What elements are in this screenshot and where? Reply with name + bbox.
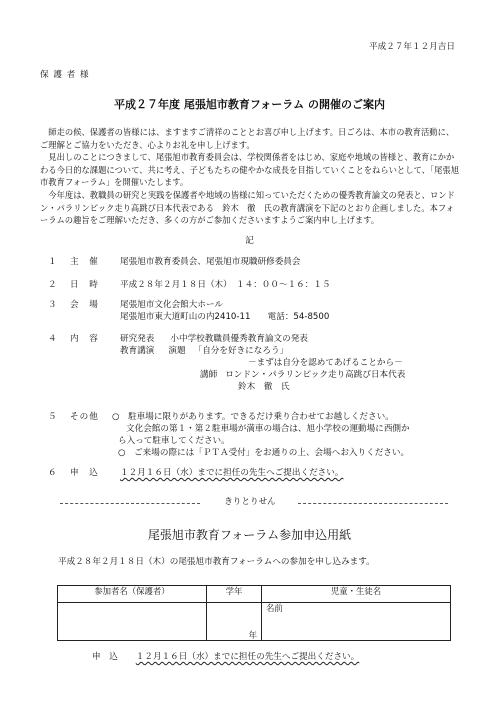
item-datetime: ２ 日 時 平成２８年２月１８日（木） １４：００～１６：１５ [48, 280, 331, 290]
issue-date: 平成２７年１２月吉日 [369, 42, 455, 52]
lecture-line: 教育講演 演題 「自分を好きになろう」 [120, 346, 289, 356]
item-content: ４ 内 容 研究発表 小中学校教職員優秀教育論文の発表 [48, 334, 308, 344]
form-intro: 平成２８年２月１８日（木）の尾張旭市教育フォーラムへの参加を申し込みます。 [58, 557, 375, 567]
venue-address: 尾張旭市東大道町山の内2410-11 電話：54-8500 [120, 312, 330, 322]
item-other: ５ その他 ○ 駐車場に限りがあります。できるだけ乗り合わせてお越しください。 [48, 412, 394, 422]
item-deadline: ６ 申 込 １２月１６日（水）までに担任の先生へご提出ください。 [48, 468, 344, 478]
col-participant: 参加者名（保護者） [58, 586, 207, 603]
cut-line-right [298, 503, 448, 504]
participant-name-field[interactable] [58, 603, 207, 641]
lecture-subtitle: －まずは自分を認めてあげることから－ [248, 358, 403, 368]
col-child: 児童・生徒名 [262, 586, 451, 603]
lecturer-line: 講師 ロンドン・パラリンピック走り高跳び日本代表 [200, 370, 406, 380]
ki-heading: 記 [245, 236, 254, 246]
grade-field[interactable]: 年 [207, 603, 262, 641]
item-venue: ３ 会 場 尾張旭市文化会館大ホール [48, 300, 223, 310]
item-sponsor: １ 主 催 尾張旭市教育委員会、尾張旭市現職研修委員会 [48, 257, 301, 267]
other-line-2: 文化会館の第１・第２駐車場が満車の場合は、旭小学校の運動場に西側か [126, 424, 410, 434]
application-form [57, 585, 451, 641]
col-grade: 学年 [207, 586, 262, 603]
form-submit: 申 込 １２月１６日（水）までに担任の先生へご提出ください。 [92, 652, 360, 662]
other-line-3: ら入って駐車してください。 [118, 436, 230, 446]
form-title: 尾張旭市教育フォーラム参加申込用紙 [147, 528, 352, 542]
name-label: 名前 [266, 603, 283, 613]
page-title: 平成２７年度 尾張旭市教育フォーラム の開催のご案内 [114, 98, 385, 111]
cut-line-left [60, 503, 200, 504]
addressee: 保 護 者 様 [40, 70, 90, 80]
other-line-4: ○ ご来場の際には「ＰＴＡ受付」をお通りの上、会場へお入りください。 [118, 448, 410, 458]
paragraph-2: 見出しのことにつきまして、尾張旭市教育委員会は、学校関係者をはじめ、家庭や地域の皆様と、教育にかかわる今日的な課題について、共に考え、子どもたちの健やかな成長を目指していくことをねらいとして、「尾張旭市教育フォーラム」を開催いたします。 [40, 152, 459, 188]
cut-label: きりとりせん [224, 497, 276, 507]
paragraph-1: 師走の候、保護者の皆様には、ますますご清祥のこととお喜び申し上げます。日ごろは、本市の教育活動に、ご理解とご協力をいただき、心よりお礼を申し上げます。 [40, 127, 455, 150]
lecturer-name: 鈴木 徹 氏 [238, 382, 290, 392]
paragraph-3: 今年度は、教職員の研究と実践を保護者や地域の皆様に知っていただくための優秀教育論文の発表と、ロンドン・パラリンピック走り高跳び日本代表である 鈴木 徹 氏の教育講演を下記のとおり企画しました。本フォーラムの趣旨をご理解いただき、多くの方がご参加くださいますようご案内申し上げます。 [40, 190, 455, 226]
child-name-field[interactable] [262, 603, 451, 641]
